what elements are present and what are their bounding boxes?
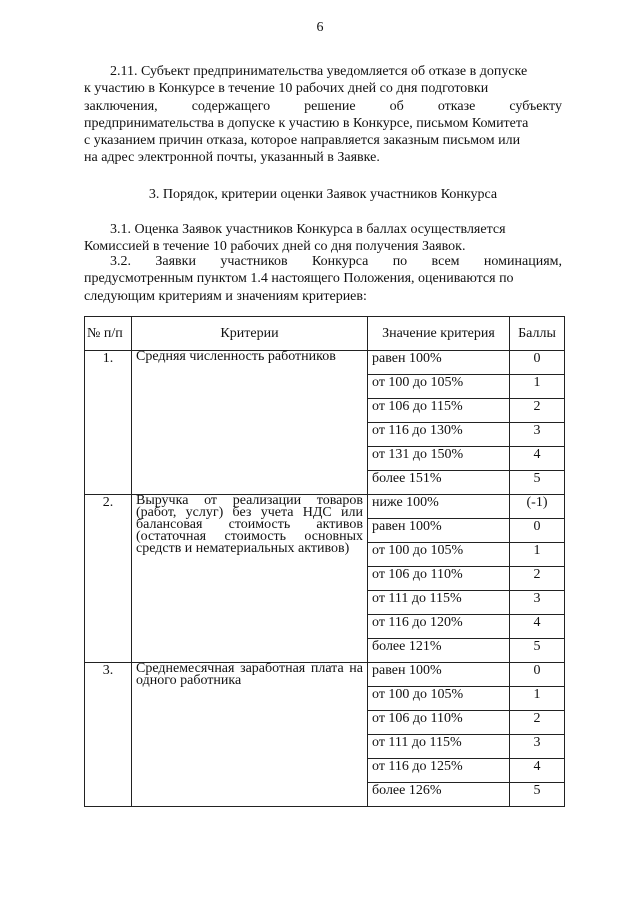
criterion-value: равен 100% bbox=[368, 351, 510, 375]
paragraph-line: на адрес электронной почты, указанный в Заявке. bbox=[84, 150, 380, 166]
criteria-table bbox=[84, 316, 565, 807]
paragraph-3-2 bbox=[84, 253, 562, 305]
criterion-value: от 106 до 110% bbox=[368, 567, 510, 591]
paragraph-line: 2.11. Субъект предпринимательства уведомляется об отказе в допуске bbox=[110, 64, 528, 79]
criterion-points: 1 bbox=[510, 543, 565, 567]
criterion-value: от 116 до 130% bbox=[368, 423, 510, 447]
section-heading: 3. Порядок, критерии оценки Заявок участников Конкурса bbox=[148, 187, 498, 202]
paragraph-line: к участию в Конкурсе в течение 10 рабочих дней со дня подготовки bbox=[84, 81, 489, 97]
paragraph-2-11 bbox=[84, 63, 562, 167]
criterion-value: от 106 до 115% bbox=[368, 399, 510, 423]
paragraph-line: предусмотренным пунктом 1.4 настоящего Положения, оцениваются по bbox=[84, 271, 514, 287]
criterion-points: 3 bbox=[510, 591, 565, 615]
paragraph-3-1 bbox=[84, 221, 562, 256]
table-row bbox=[85, 351, 565, 375]
criterion-value: более 126% bbox=[368, 783, 510, 807]
criterion-value: от 116 до 125% bbox=[368, 759, 510, 783]
table-row bbox=[85, 495, 565, 519]
criterion-name: Средняя численность работников bbox=[132, 351, 368, 495]
criterion-points: 1 bbox=[510, 687, 565, 711]
header-criteria: Критерии bbox=[132, 317, 368, 351]
criterion-points: 4 bbox=[510, 615, 565, 639]
criterion-name: Среднемесячная заработная плата на одного работника bbox=[132, 663, 368, 807]
criterion-points: 4 bbox=[510, 447, 565, 471]
criterion-points: 5 bbox=[510, 783, 565, 807]
criterion-points: 2 bbox=[510, 399, 565, 423]
criterion-points: 0 bbox=[510, 351, 565, 375]
criterion-value: равен 100% bbox=[368, 519, 510, 543]
criterion-points: 5 bbox=[510, 471, 565, 495]
criterion-name: Выручка от реализации товаров (работ, услуг) без учета НДС или балансовая стоимость активов (остаточная стоимость основных средств и нематериальных активов) bbox=[132, 495, 368, 663]
criterion-points: 2 bbox=[510, 711, 565, 735]
criterion-value: от 131 до 150% bbox=[368, 447, 510, 471]
criterion-points: 4 bbox=[510, 759, 565, 783]
paragraph-line: 3.1. Оценка Заявок участников Конкурса в баллах осуществляется bbox=[110, 222, 506, 237]
table-body bbox=[85, 351, 565, 807]
paragraph-line: следующим критериям и значениям критериев: bbox=[84, 288, 367, 304]
page-number: 6 bbox=[316, 20, 324, 35]
header-points: Баллы bbox=[510, 317, 565, 351]
paragraph-line: с указанием причин отказа, которое направляется заказным письмом или bbox=[84, 133, 521, 149]
criterion-points: 0 bbox=[510, 519, 565, 543]
criterion-points: 3 bbox=[510, 423, 565, 447]
paragraph-line: заключения, содержащего решение об отказе субъекту bbox=[84, 98, 562, 114]
criterion-points: 2 bbox=[510, 567, 565, 591]
criterion-value: от 111 до 115% bbox=[368, 735, 510, 759]
header-value: Значение критерия bbox=[368, 317, 510, 351]
criterion-points: 0 bbox=[510, 663, 565, 687]
criterion-value: ниже 100% bbox=[368, 495, 510, 519]
paragraph-line: предпринимательства в допуске к участию в Конкурсе, письмом Комитета bbox=[84, 115, 529, 131]
table-header-row bbox=[85, 317, 565, 351]
criterion-value: от 100 до 105% bbox=[368, 687, 510, 711]
paragraph-line: 3.2. Заявки участников Конкурса по всем номинациям, bbox=[110, 254, 562, 269]
criterion-points: 1 bbox=[510, 375, 565, 399]
criterion-value: более 121% bbox=[368, 639, 510, 663]
paragraph-line: Комиссией в течение 10 рабочих дней со дня получения Заявок. bbox=[84, 239, 466, 255]
criterion-value: более 151% bbox=[368, 471, 510, 495]
table-row bbox=[85, 663, 565, 687]
criterion-value: равен 100% bbox=[368, 663, 510, 687]
criterion-points: 3 bbox=[510, 735, 565, 759]
header-num: № п/п bbox=[85, 317, 132, 351]
criterion-points: (-1) bbox=[510, 495, 565, 519]
criterion-number: 3. bbox=[85, 663, 132, 807]
criterion-points: 5 bbox=[510, 639, 565, 663]
criterion-value: от 111 до 115% bbox=[368, 591, 510, 615]
criterion-number: 2. bbox=[85, 495, 132, 663]
criterion-number: 1. bbox=[85, 351, 132, 495]
criterion-value: от 100 до 105% bbox=[368, 543, 510, 567]
criterion-value: от 106 до 110% bbox=[368, 711, 510, 735]
criterion-value: от 116 до 120% bbox=[368, 615, 510, 639]
criterion-value: от 100 до 105% bbox=[368, 375, 510, 399]
